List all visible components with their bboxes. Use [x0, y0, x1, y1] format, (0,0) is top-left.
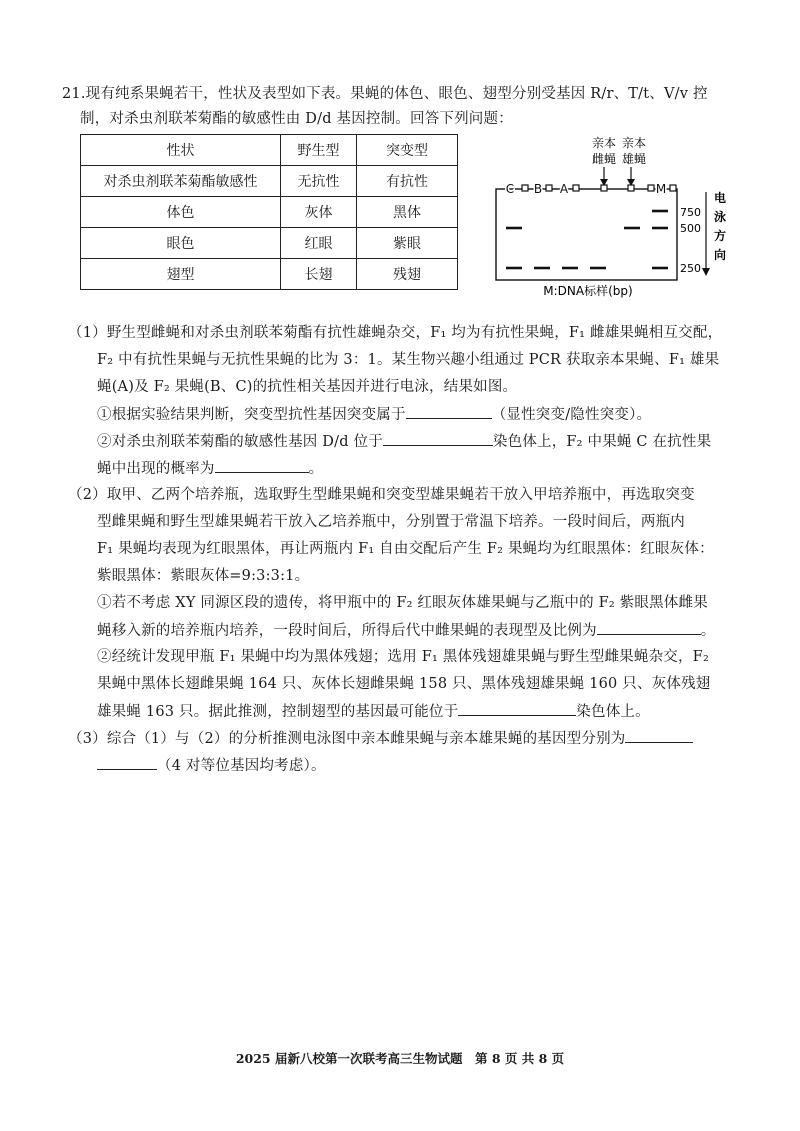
answer-blank-mutation-type[interactable] [406, 404, 492, 419]
direction-label: 方 [713, 229, 727, 243]
part2-line-1: （2）取甲、乙两个培养瓶，选取野生型雌果蝇和突变型雄果蝇若干放入甲培养瓶中，再选取突变 [68, 487, 695, 503]
table-cell: 有抗性 [357, 166, 458, 197]
table-row [81, 197, 458, 228]
table-cell: 眼色 [81, 228, 281, 259]
part3-note: （4 对等位基因均考虑）。 [157, 758, 326, 774]
part2-question-2-line-3 [97, 701, 650, 722]
table-cell: 对杀虫剂联苯菊酯敏感性 [81, 166, 281, 197]
table-row [81, 259, 458, 290]
marker-size-250: 250 [680, 262, 701, 275]
answer-blank-female-genotype[interactable] [625, 728, 693, 743]
part1-q2-probability-text: 蝇中出现的概率为 [97, 461, 215, 477]
part3-line-1 [68, 728, 693, 749]
answer-blank-chromosome[interactable] [383, 431, 493, 446]
gel-well [522, 185, 528, 191]
gel-bands [506, 211, 668, 268]
table-cell: 黑体 [357, 197, 458, 228]
part1-line-1: （1）野生型雌蝇和对杀虫剂联苯菊酯有抗性雄蝇杂交，F₁ 均为有抗性果蝇，F₁ 雌雄果蝇相互交配， [68, 325, 723, 341]
gel-well [670, 185, 676, 191]
gel-caption: M:DNA标样(bp) [543, 284, 633, 298]
part2-q2-text: 雄果蝇 163 只。据此推测，控制翅型的基因最可能位于 [97, 704, 459, 720]
part2-question-1-line-2 [97, 620, 716, 641]
part2-question-2-line-1: ②经统计发现甲瓶 F₁ 果蝇中均为黑体残翅；选用 F₁ 黑体残翅雄果蝇与野生型雌果蝇杂交，F₂ [97, 649, 709, 665]
table-row [81, 228, 458, 259]
gel-well [573, 185, 579, 191]
gel-well [628, 185, 634, 191]
table-header-row [81, 135, 458, 166]
page-footer: 2025 届新八校第一次联考高三生物试题 第 8 页 共 8 页 [235, 1051, 565, 1066]
part1-question-1 [97, 404, 651, 425]
lane-arrow-icon [627, 167, 635, 186]
direction-arrow-icon [702, 192, 710, 276]
parent-female-label: 雌蝇 [591, 152, 617, 166]
table-header-cell: 野生型 [281, 135, 357, 166]
table-cell: 无抗性 [281, 166, 357, 197]
direction-label: 向 [713, 248, 727, 262]
table-cell: 灰体 [281, 197, 357, 228]
lane-label-b: B [533, 182, 543, 196]
part2-question-2-line-2: 果蝇中黑体长翅雌果蝇 164 只、灰体长翅雌果蝇 158 只、黑体残翅雄果蝇 160 只、灰体残翅 [97, 676, 711, 692]
gel-outline [496, 189, 677, 280]
direction-label: 泳 [713, 210, 727, 224]
answer-blank-phenotype-ratio[interactable] [597, 620, 701, 635]
part1-q2-end: 。 [308, 461, 324, 477]
gel-wells [522, 185, 676, 191]
part1-line-3: 蝇(A)及 F₂ 果蝇(B、C)的抗性相关基因并进行电泳，结果如图。 [97, 379, 518, 395]
lane-label-m: M [655, 182, 667, 196]
marker-size-500: 500 [680, 222, 701, 235]
lane-label-c: C [505, 182, 515, 196]
trait-table [80, 134, 458, 290]
table-cell: 长翅 [281, 259, 357, 290]
question-stem-line-1: 21.现有纯系果蝇若干，性状及表型如下表。果蝇的体色、眼色、翅型分别受基因 R/r、T/t、V/v 控 [62, 86, 708, 102]
part1-q1-text: ①根据实验结果判断，突变型抗性基因突变属于 [97, 407, 406, 423]
part2-line-4: 紫眼黑体：紫眼灰体=9:3:3:1。 [97, 568, 310, 584]
part1-q2-text: ②对杀虫剂联苯菊酯的敏感性基因 D/d 位于 [97, 434, 383, 450]
direction-label: 电 [713, 191, 727, 205]
parent-female-label: 亲本 [591, 136, 617, 150]
part1-q1-options: （显性突变/隐性突变）。 [491, 407, 652, 423]
answer-blank-probability[interactable] [215, 458, 309, 473]
gel-well [601, 185, 607, 191]
lane-arrow-icon [600, 167, 608, 186]
gel-well [648, 185, 654, 191]
marker-size-750: 750 [680, 206, 701, 219]
table-cell: 翅型 [81, 259, 281, 290]
part2-q2-end: 染色体上。 [576, 704, 650, 720]
part3-text: （3）综合（1）与（2）的分析推测电泳图中亲本雌果蝇与亲本雄果蝇的基因型分别为 [68, 731, 626, 747]
table-header-cell: 性状 [81, 135, 281, 166]
part3-line-2 [97, 755, 326, 776]
lane-label-a: A [559, 182, 569, 196]
answer-blank-male-genotype[interactable] [97, 755, 157, 770]
part1-q2-text-continued: 染色体上，F₂ 中果蝇 C 在抗性果 [492, 434, 712, 450]
table-cell: 紫眼 [357, 228, 458, 259]
table-cell: 红眼 [281, 228, 357, 259]
part1-question-2 [97, 431, 711, 452]
part1-line-2: F₂ 中有抗性果蝇与无抗性果蝇的比为 3：1。某生物兴趣小组通过 PCR 获取亲本果蝇、F₁ 雄果 [97, 352, 720, 368]
parent-male-label: 亲本 [621, 136, 647, 150]
table-cell: 体色 [81, 197, 281, 228]
part1-question-2-line-2 [97, 458, 323, 479]
table-header-cell: 突变型 [357, 135, 458, 166]
answer-blank-wing-gene-chromosome[interactable] [458, 701, 576, 716]
table-cell: 残翅 [357, 259, 458, 290]
part2-line-2: 型雌果蝇和野生型雄果蝇若干放入乙培养瓶中，分别置于常温下培养。一段时间后，两瓶内 [97, 514, 685, 530]
table-row [81, 166, 458, 197]
part2-q1-text: 蝇移入新的培养瓶内培养，一段时间后，所得后代中雌果蝇的表现型及比例为 [97, 623, 597, 639]
part2-q1-end: 。 [700, 623, 716, 639]
electrophoresis-gel-figure [480, 132, 740, 302]
parent-male-label: 雄蝇 [621, 152, 647, 166]
part2-question-1-line-1: ①若不考虑 XY 同源区段的遗传，将甲瓶中的 F₂ 红眼灰体雄果蝇与乙瓶中的 F₂ 紫眼黑体雌果 [97, 595, 708, 611]
question-stem-line-2: 制，对杀虫剂联苯菊酯的敏感性由 D/d 基因控制。回答下列问题： [80, 111, 513, 127]
part2-line-3: F₁ 果蝇均表现为红眼黑体，再让两瓶内 F₁ 自由交配后产生 F₂ 果蝇均为红眼黑体：红眼灰体： [97, 541, 714, 557]
gel-well [546, 185, 552, 191]
